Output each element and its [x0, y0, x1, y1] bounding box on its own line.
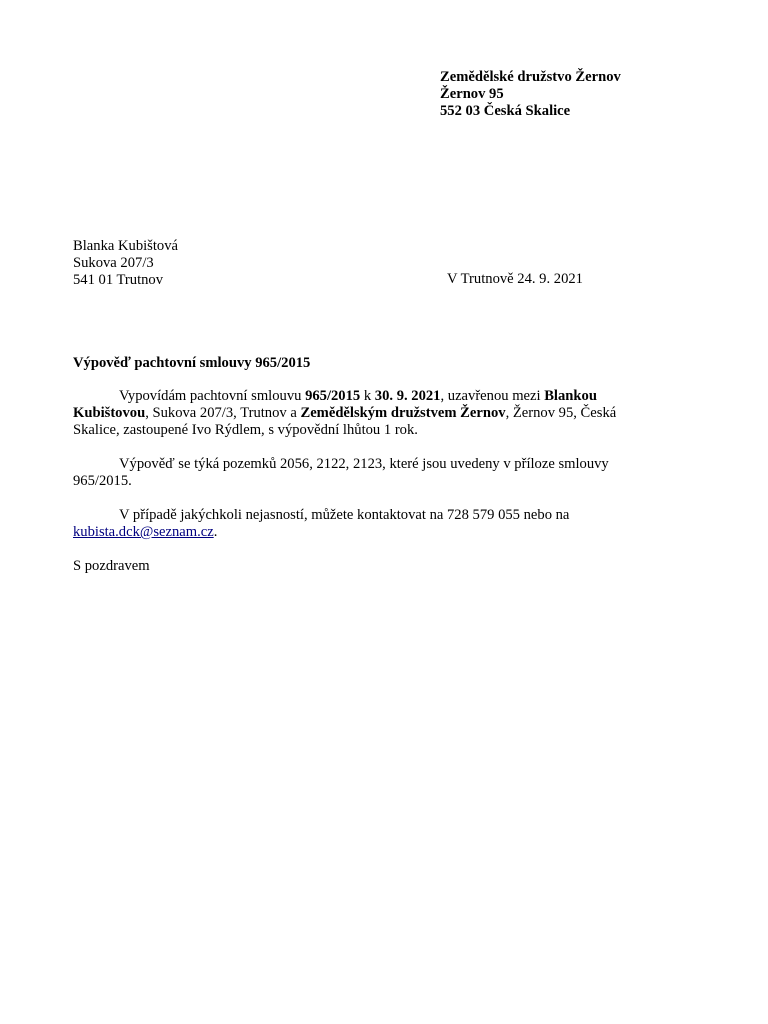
- letter-subject: Výpověď pachtovní smlouvy 965/2015: [73, 355, 311, 371]
- recipient-name: Zemědělské družstvo Žernov: [440, 69, 621, 85]
- sender-street: Sukova 207/3: [73, 255, 154, 271]
- p1-text-1: Vypovídám pachtovní smlouvu: [119, 388, 306, 404]
- termination-date: 30. 9. 2021: [374, 388, 441, 404]
- sender-city: 541 01 Trutnov: [73, 272, 164, 288]
- p1-text-3: , uzavřenou mezi: [440, 388, 545, 404]
- closing-greeting: S pozdravem: [73, 558, 150, 574]
- p1-text-2: k: [360, 388, 375, 404]
- paragraph-contact: [73, 507, 653, 541]
- p1-text-4: , Sukova 207/3, Trutnov a: [145, 405, 301, 421]
- recipient-street: Žernov 95: [440, 86, 504, 102]
- p1-text-5: , Žernov 95, Česká Skalice, zastoupené Ivo Rýdlem, s výpovědní lhůtou 1 rok.: [73, 405, 617, 438]
- paragraph-plots: Výpověď se týká pozemků 2056, 2122, 2123, které jsou uvedeny v příloze smlouvy 965/2015.: [73, 456, 609, 489]
- sender-address: [73, 238, 178, 289]
- recipient-city: 552 03 Česká Skalice: [440, 103, 571, 119]
- tenant-name: Blankou Kubištovou: [73, 388, 597, 421]
- email-link[interactable]: kubista.dck@seznam.cz: [73, 524, 214, 540]
- contact-text: V případě jakýchkoli nejasností, můžete kontaktovat na 728 579 055 nebo na: [119, 507, 570, 523]
- letter-body: [73, 388, 653, 575]
- cooperative-name: Zemědělským družstvem Žernov: [300, 405, 506, 421]
- contact-end: .: [213, 524, 218, 540]
- recipient-address: [440, 69, 621, 120]
- paragraph-termination: [73, 388, 653, 439]
- contract-number: 965/2015: [305, 388, 361, 404]
- sender-name: Blanka Kubištová: [73, 238, 178, 254]
- place-and-date: V Trutnově 24. 9. 2021: [447, 271, 583, 287]
